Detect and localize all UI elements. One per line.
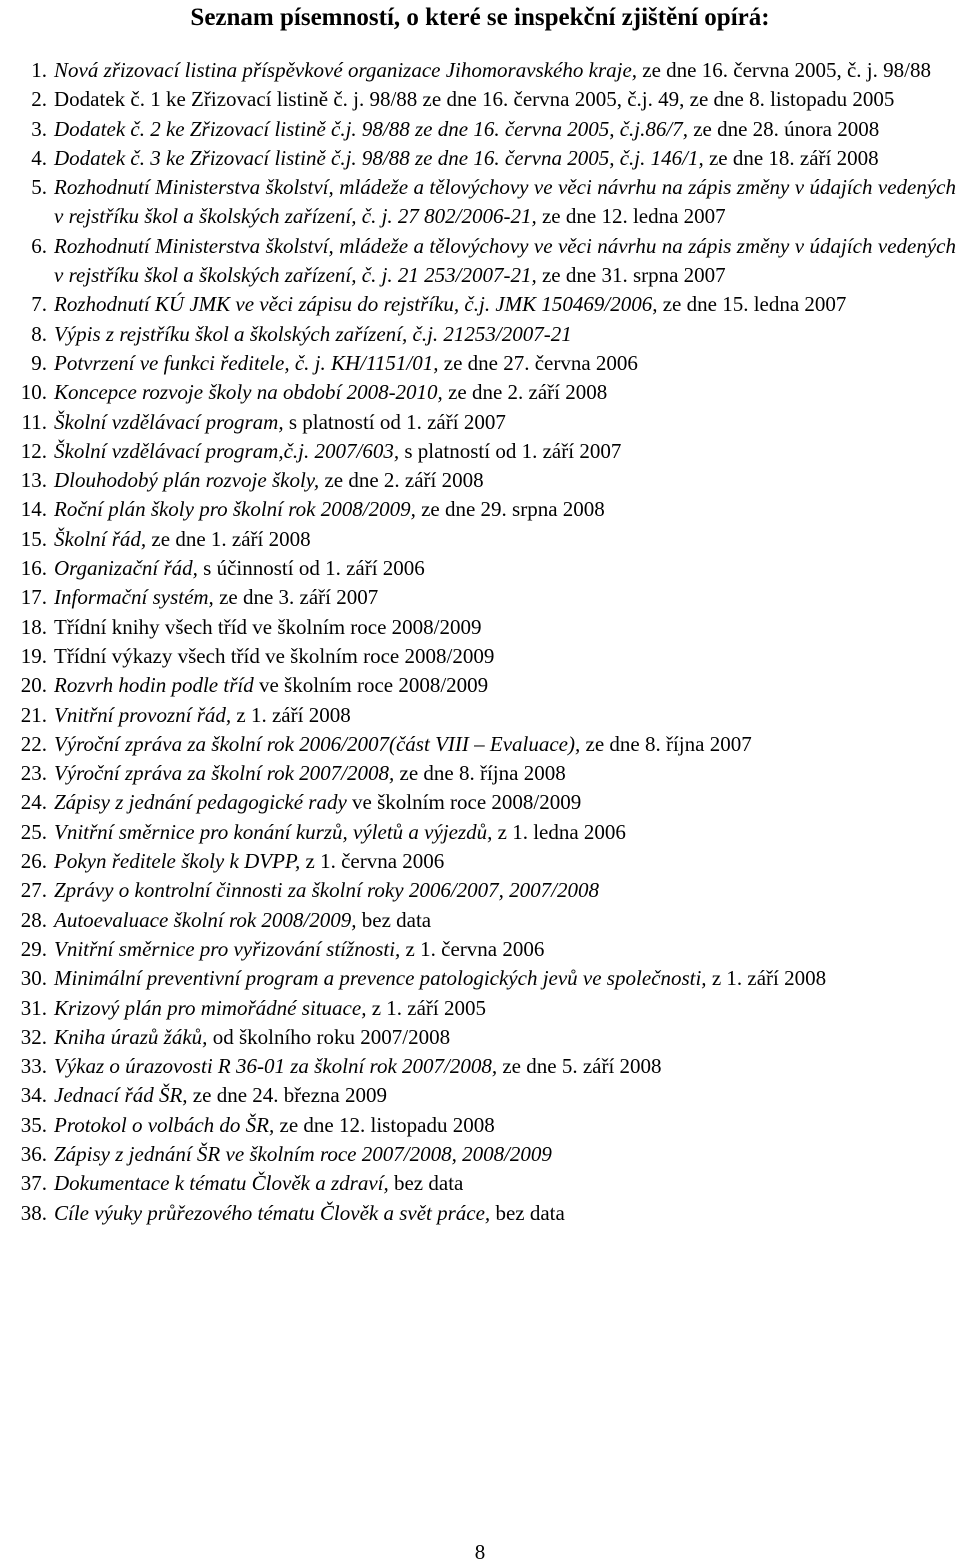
item-number: 16. [20,556,47,581]
list-item [8,144,956,173]
list-item [8,466,956,495]
item-text [54,554,956,583]
item-title: Rozhodnutí Ministerstva školství, mládeže a tělovýchovy ve věci návrhu na zápis změny v údajích vedených v rejstříku škol a školských zařízení, č. j. 21 253/2007-21, [54,233,956,288]
item-detail: ze dne 12. listopadu 2008 [274,1112,495,1137]
item-title: Organizační řád, [54,556,198,581]
list-item [8,349,956,378]
item-title: Dokumentace k tématu Člověk a zdraví, [54,1171,389,1196]
list-item [8,1199,956,1228]
item-title: Pokyn ředitele školy k DVPP, [54,849,301,874]
list-item [8,320,956,349]
item-number: 6. [31,233,47,258]
item-detail: ze dne 15. ledna 2007 [657,292,847,317]
item-detail: ze dne 1. září 2008 [146,526,311,551]
item-detail: s platností od 1. září 2007 [283,409,506,434]
item-number: 35. [20,1112,47,1137]
list-item [8,1023,956,1052]
list-item [8,935,956,964]
item-detail: ze dne 29. srpna 2008 [415,497,605,522]
item-title: Potvrzení ve funkci ředitele, č. j. KH/1151/01, [54,350,439,375]
item-detail: s platností od 1. září 2007 [399,438,622,463]
list-item [8,788,956,817]
item-text [54,994,956,1023]
item-text [54,466,956,495]
item-text [54,1199,956,1228]
list-item [8,1052,956,1081]
item-text [54,788,956,817]
item-number: 37. [20,1171,47,1196]
item-number: 32. [20,1024,47,1049]
item-title: Dodatek č. 3 ke Zřizovací listině č.j. 98/88 ze dne 16. června 2005, č.j. 146/1, [54,145,704,170]
item-text [54,173,956,232]
item-detail: z 1. ledna 2006 [492,819,626,844]
list-item [8,818,956,847]
item-title: Dlouhodobý plán rozvoje školy, [54,468,320,493]
item-text [54,115,956,144]
item-number: 33. [20,1054,47,1079]
item-detail: od školního roku 2007/2008 [207,1024,451,1049]
item-title: Rozvrh hodin podle tříd [54,673,254,698]
item-text [54,818,956,847]
item-title: Rozhodnutí Ministerstva školství, mládeže a tělovýchovy ve věci návrhu na zápis změny v údajích vedených v rejstříku škol a školských zařízení, č. j. 27 802/2006-21, [54,175,956,229]
list-item [8,408,956,437]
item-detail: Třídní knihy všech tříd ve školním roce 2008/2009 [54,614,482,639]
list-item [8,1140,956,1169]
item-text [54,290,956,319]
list-item [8,85,956,114]
item-detail: ze dne 3. září 2007 [213,585,379,610]
item-text [54,56,956,85]
item-detail: bez data [490,1200,565,1225]
item-number: 22. [20,731,47,756]
list-item [8,759,956,788]
item-detail: z 1. září 2008 [706,966,827,991]
item-detail: ze dne 2. září 2008 [442,380,608,405]
item-number: 18. [20,614,47,639]
item-number: 19. [20,643,47,668]
item-title: Školní vzdělávací program,č.j. 2007/603, [54,438,400,463]
item-detail: ze dne 2. září 2008 [319,468,484,493]
list-item [8,876,956,905]
item-detail: ze dne 8. října 2007 [580,731,752,756]
item-number: 5. [31,175,47,200]
item-title: Zápisy z jednání pedagogické rady [54,790,347,815]
item-detail: ze dne 16. června 2005, č. j. 98/88 [637,58,931,82]
item-title: Vnitřní směrnice pro konání kurzů, výletů a výjezdů, [54,819,493,844]
item-text [54,408,956,437]
item-number: 30. [20,966,47,991]
item-number: 9. [31,350,47,375]
item-number: 26. [20,849,47,874]
item-detail: ze dne 27. června 2006 [438,350,638,375]
page-title: Seznam písemností, o které se inspekční zjištění opírá: [190,4,770,31]
item-detail: ze dne 18. září 2008 [703,145,879,170]
item-title: Protokol o volbách do ŠR, [54,1112,275,1137]
item-title: Výroční zpráva za školní rok 2006/2007(část VIII – Evaluace), [54,731,581,756]
item-number: 29. [20,936,47,961]
item-number: 10. [20,380,47,405]
item-number: 15. [20,526,47,551]
list-item [8,1169,956,1198]
item-detail: ze dne 31. srpna 2007 [536,263,726,288]
item-detail: bez data [356,907,432,932]
item-number: 34. [20,1083,47,1108]
item-detail: ze dne 8. října 2008 [394,761,566,786]
item-text [54,378,956,407]
item-title: Krizový plán pro mimořádné situace, [54,995,367,1020]
item-text [54,701,956,730]
list-item [8,173,956,232]
item-detail: ze dne 5. září 2008 [497,1054,662,1079]
item-detail: Dodatek č. 1 ke Zřizovací listině č. j. 98/88 ze dne 16. června 2005, č.j. 49, ze dne 8. listopadu 2005 [54,87,895,112]
item-title: Roční plán školy pro školní rok 2008/2009, [54,497,416,522]
item-title: Výroční zpráva za školní rok 2007/2008, [54,761,395,786]
list-item [8,56,956,85]
item-title: Jednací řád ŠR, [54,1083,188,1108]
document-list [8,56,956,1228]
item-number: 2. [31,87,47,112]
item-title: Autoevaluace školní rok 2008/2009, [54,907,357,932]
list-item [8,1081,956,1110]
item-detail: ze dne 24. března 2009 [187,1083,387,1108]
item-text [54,935,956,964]
list-item [8,525,956,554]
item-text [54,495,956,524]
item-title: Zápisy z jednání ŠR ve školním roce 2007/2008, 2008/2009 [54,1141,552,1166]
item-number: 11. [21,409,47,434]
item-text [54,320,956,349]
list-item [8,671,956,700]
item-title: Rozhodnutí KÚ JMK ve věci zápisu do rejstříku, č.j. JMK 150469/2006, [54,292,658,317]
item-text [54,1081,956,1110]
item-title: Školní řád, [54,526,147,551]
item-number: 7. [31,292,47,317]
item-number: 13. [20,468,47,493]
item-number: 3. [31,116,47,141]
item-detail: z 1. června 2006 [400,936,545,961]
item-number: 36. [20,1141,47,1166]
item-title: Vnitřní směrnice pro vyřizování stížnosti, [54,936,401,961]
item-text [54,613,956,642]
list-item [8,1111,956,1140]
item-detail: z 1. září 2008 [231,702,351,727]
item-text [54,1169,956,1198]
item-number: 28. [20,907,47,932]
item-number: 12. [20,438,47,463]
item-number: 8. [31,321,47,346]
item-detail: ve školním roce 2008/2009 [346,790,582,815]
list-item [8,378,956,407]
item-title: Výpis z rejstříku škol a školských zařízení, č.j. 21253/2007-21 [54,321,572,346]
item-title: Vnitřní provozní řád, [54,702,232,727]
item-text [54,730,956,759]
item-number: 21. [20,702,47,727]
list-item [8,583,956,612]
item-text [54,1111,956,1140]
item-number: 38. [20,1200,47,1225]
item-text [54,906,956,935]
item-detail: bez data [388,1171,464,1196]
item-text [54,847,956,876]
item-title: Informační systém, [54,585,214,610]
item-title: Minimální preventivní program a prevence patologických jevů ve společnosti, [54,966,707,991]
item-title: Zprávy o kontrolní činnosti za školní roky 2006/2007, 2007/2008 [54,878,599,903]
list-item [8,232,956,291]
item-number: 1. [31,58,47,82]
item-text [54,642,956,671]
list-item [8,437,956,466]
list-item [8,964,956,993]
item-title: Dodatek č. 2 ke Zřizovací listině č.j. 98/88 ze dne 16. června 2005, č.j.86/7, [54,116,688,141]
item-text [54,232,956,291]
item-text [54,1140,956,1169]
item-detail: s účinností od 1. září 2006 [197,556,425,581]
item-detail: z 1. září 2005 [366,995,486,1020]
item-text [54,525,956,554]
item-title: Kniha úrazů žáků, [54,1024,208,1049]
item-number: 24. [20,790,47,815]
item-detail: ze dne 28. února 2008 [687,116,880,141]
list-item [8,613,956,642]
item-title: Koncepce rozvoje školy na období 2008-2010, [54,380,443,405]
item-text [54,671,956,700]
list-item [8,847,956,876]
item-text [54,1052,956,1081]
item-text [54,1023,956,1052]
list-item [8,115,956,144]
item-detail: ve školním roce 2008/2009 [253,673,489,698]
item-detail: Třídní výkazy všech tříd ve školním roce 2008/2009 [54,643,495,668]
item-detail: z 1. června 2006 [300,849,445,874]
item-text [54,437,956,466]
item-number: 23. [20,761,47,786]
item-title: Výkaz o úrazovosti R 36-01 za školní rok 2007/2008, [54,1054,498,1079]
list-item [8,642,956,671]
item-number: 20. [20,673,47,698]
item-number: 25. [20,819,47,844]
item-title: Cíle výuky průřezového tématu Člověk a svět práce, [54,1200,491,1225]
list-item [8,495,956,524]
item-text [54,964,956,993]
list-item [8,701,956,730]
item-number: 4. [31,145,47,170]
item-text [54,759,956,788]
page-number: 8 [474,1540,486,1564]
item-number: 31. [20,995,47,1020]
list-item [8,730,956,759]
item-number: 27. [20,878,47,903]
list-item [8,554,956,583]
item-number: 14. [20,497,47,522]
item-title: Školní vzdělávací program, [54,409,284,434]
list-item [8,994,956,1023]
list-item [8,290,956,319]
item-text [54,583,956,612]
item-text [54,85,956,114]
item-detail: ze dne 12. ledna 2007 [536,204,726,229]
item-number: 17. [20,585,47,610]
item-text [54,349,956,378]
item-text [54,144,956,173]
list-item [8,906,956,935]
item-text [54,876,956,905]
item-title: Nová zřizovací listina příspěvkové organizace Jihomoravského kraje, [54,58,638,82]
